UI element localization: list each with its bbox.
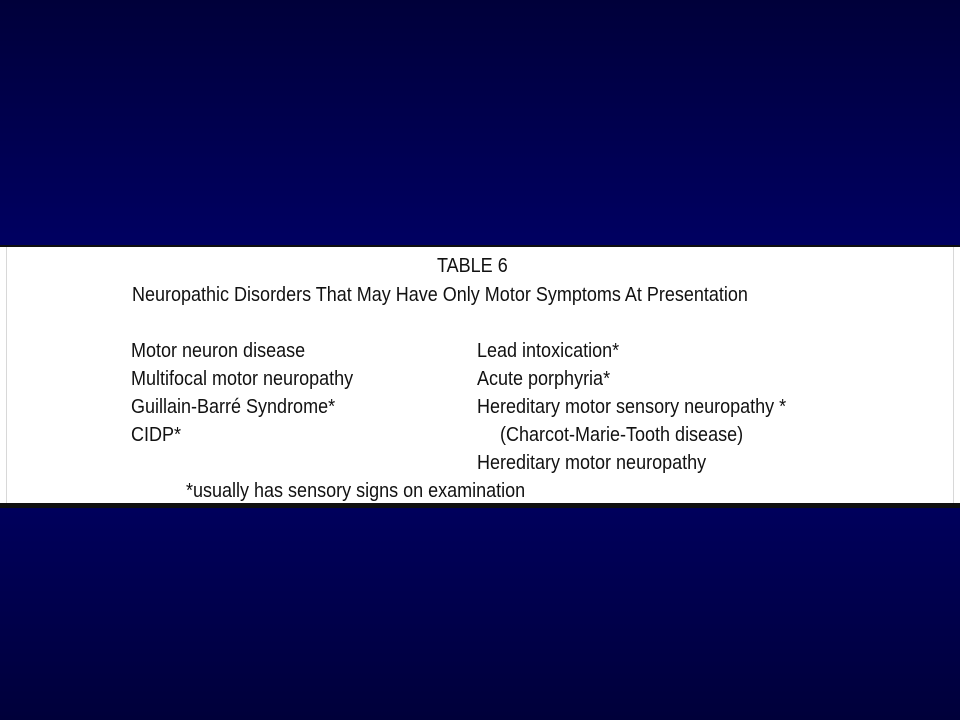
left-item-motor-neuron-disease: Motor neuron disease <box>131 340 306 362</box>
panel-left-rule <box>6 247 7 503</box>
right-item-hmsn: Hereditary motor sensory neuropathy * <box>477 396 787 418</box>
table-footnote: *usually has sensory signs on examination <box>186 480 526 502</box>
left-item-guillain-barre: Guillain-Barré Syndrome* <box>131 396 336 418</box>
right-item-cmt-note: (Charcot-Marie-Tooth disease) <box>500 424 744 446</box>
right-item-lead-intoxication: Lead intoxication* <box>477 340 620 362</box>
table-title: TABLE 6 <box>437 255 508 277</box>
right-item-hereditary-motor-neuropathy: Hereditary motor neuropathy <box>477 452 707 474</box>
table-caption: Neuropathic Disorders That May Have Only Motor Symptoms At Presentation <box>132 284 748 306</box>
table-panel <box>0 245 960 508</box>
right-item-acute-porphyria: Acute porphyria* <box>477 368 611 390</box>
left-item-multifocal-motor-neuropathy: Multifocal motor neuropathy <box>131 368 354 390</box>
panel-right-rule <box>953 247 954 503</box>
left-item-cidp: CIDP* <box>131 424 182 446</box>
